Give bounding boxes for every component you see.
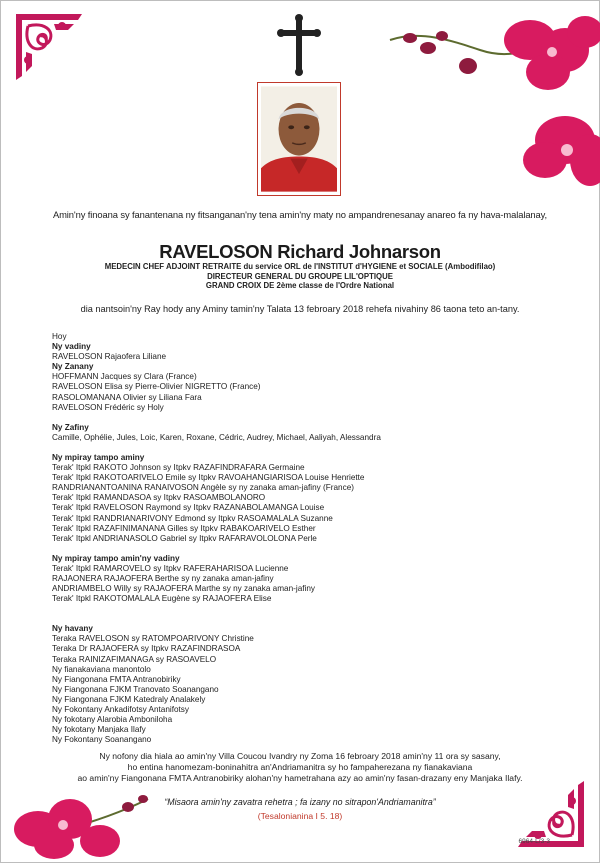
section-heading: Ny havany: [52, 624, 93, 634]
corner-ornament-top-left: [14, 12, 84, 82]
bible-reference: (Tesalonianina I 5. 18): [257, 811, 343, 821]
list-item: Terak' Itpkl ANDRIANASOLO Gabriel sy Itpkv RAFARAVOLOLONA Perle: [52, 533, 317, 543]
list-item: Terak' Itpkl RANDRIANARIVONY Edmond sy Itpkv RASOAMALALA Suzanne: [52, 513, 333, 523]
bible-quote: “Misaora amin'ny zavatra rehetra ; fa izany no sitrapon'Andriamanitra”: [164, 797, 436, 807]
list-item: Terak' Itpkl RAKOTOMALALA Eugène sy RAJAOFERA Elise: [52, 594, 272, 604]
deceased-titles: [0, 262, 600, 291]
family-list: [52, 332, 572, 745]
list-item: Ny Fiangonana FJKM Tranovato Soanangano: [52, 684, 219, 694]
list-item: Camille, Ophélie, Jules, Loic, Karen, Roxane, Cédric, Audrey, Michael, Aaliyah, Alessandra: [52, 432, 381, 442]
orchid-decoration-top-right: [380, 10, 600, 200]
list-item: RAVELOSON Frédéric sy Holy: [52, 402, 164, 412]
section-heading: Ny Zanany: [52, 362, 94, 372]
section-heading: Ny mpiray tampo amin'ny vadiny: [52, 553, 180, 563]
list-item: Teraka Dr RAJAOFERA sy Itpkv RAZAFINDRASOA: [52, 644, 241, 654]
list-item: RASOLOMANANA Olivier sy Liliana Fara: [52, 392, 202, 402]
title-line: MEDECIN CHEF ADJOINT RETRAITE du service ORL de l'INSTITUT d'HYGIENE et SOCIALE (Ambodifilao): [104, 262, 496, 271]
deceased-name: RAVELOSON Richard Johnarson: [159, 241, 441, 262]
list-item: Ny fianakaviana manontolo: [52, 664, 151, 674]
section-heading: Ny vadiny: [52, 342, 91, 352]
list-item: Ny Fiangonana FMTA Antranobiriky: [52, 674, 181, 684]
list-item: Ny Fokontany Ankadifotsy Antanifotsy: [52, 705, 189, 714]
cross-icon: [277, 14, 321, 76]
list-item: RAJAONERA RAJAOFERA Berthe sy ny zanaka aman-jafiny: [52, 573, 274, 583]
funeral-details: [0, 751, 600, 784]
portrait-photo: [257, 82, 341, 196]
list-item: HOFFMANN Jacques sy Clara (France): [52, 372, 197, 382]
list-item: Terak' Itpkl RAMAROVELO sy Itpkv RAFERAHARISOA Lucienne: [52, 563, 289, 573]
list-item: Ny fokotany Alarobia Amboniloha: [52, 715, 173, 725]
list-item: Teraka RAVELOSON sy RATOMPOARIVONY Christine: [52, 634, 254, 644]
section-heading: Ny mpiray tampo aminy: [52, 452, 145, 462]
list-item: Ny fokotany Manjaka Ilafy: [52, 725, 146, 735]
title-line: GRAND CROIX DE 2ème classe de l'Ordre National: [205, 281, 395, 291]
list-item: Terak' Itpkl RAKOTOARIVELO Emile sy Itpkv RAVOAHANGIARISOA Louise Henriette: [52, 473, 365, 483]
list-item: Terak' Itpkl RAZAFINIMANANA Gilles sy Itpkv RABAKOARIVELO Esther: [52, 523, 316, 533]
list-item: Ny Fiangonana FJKM Katedraly Analakely: [52, 694, 206, 704]
closing-line: Ny nofony dia hiala ao amin'ny Villa Coucou Ivandry ny Zoma 16 febroary 2018 amin'ny 11 ora sy sasany,: [99, 751, 501, 761]
closing-line: ao amin'ny Fiangonana FMTA Antranobiriky alohan'ny hametrahana azy ao amin'ny fasan-drazany eny Manjaka Ilafy.: [77, 773, 523, 783]
list-item: RAVELOSON Elisa sy Pierre-Olivier NIGRETTO (France): [52, 382, 261, 392]
title-line: DIRECTEUR GENERAL DU GROUPE LIL'OPTIQUE: [207, 271, 393, 281]
closing-line: ho entina hanomezam-boninahitra an'Andriamanitra sy ho fampaherezana ny fianakaviana: [127, 762, 473, 772]
list-item: Teraka RAINIZAFIMANAGA sy RASOAVELO: [52, 654, 217, 664]
death-notice: dia nantsoin'ny Ray hody any Aminy tamin'ny Talata 13 febroary 2018 rehefa nivahiny 86 taona teto an-tany.: [80, 304, 520, 314]
list-item: Terak' Itpkl RAMANDASOA sy Itpkv RASOAMBOLANORO: [52, 493, 266, 503]
list-item: Ny Fokontany Soanangano: [52, 735, 152, 745]
list-item: RAVELOSON Rajaofera Liliane: [52, 352, 167, 362]
hoy-label: Hoy: [52, 332, 67, 341]
list-item: RANDRIANANTOANINA RANAIVOSON Angèle sy ny zanaka aman-jafiny (France): [52, 483, 354, 493]
list-item: Terak' Itpkl RAKOTO Johnson sy Itpkv RAZAFINDRAFARA Germaine: [52, 463, 305, 473]
list-item: ANDRIAMBELO Willy sy RAJAOFERA Marthe sy ny zanaka aman-jafiny: [52, 584, 315, 594]
intro-text: Amin'ny finoana sy fanantenana ny fitsanganan'ny tena amin'ny maty no ampandrenesanay anareo fa ny hava-malalanay,: [52, 209, 548, 220]
section-heading: Ny Zafiny: [52, 422, 89, 432]
notice-code: 6964-L/3-3: [518, 838, 550, 845]
list-item: Terak' Itpkl RAVELOSON Raymond sy Itpkv RAZANABOLAMANGA Louise: [52, 503, 325, 513]
